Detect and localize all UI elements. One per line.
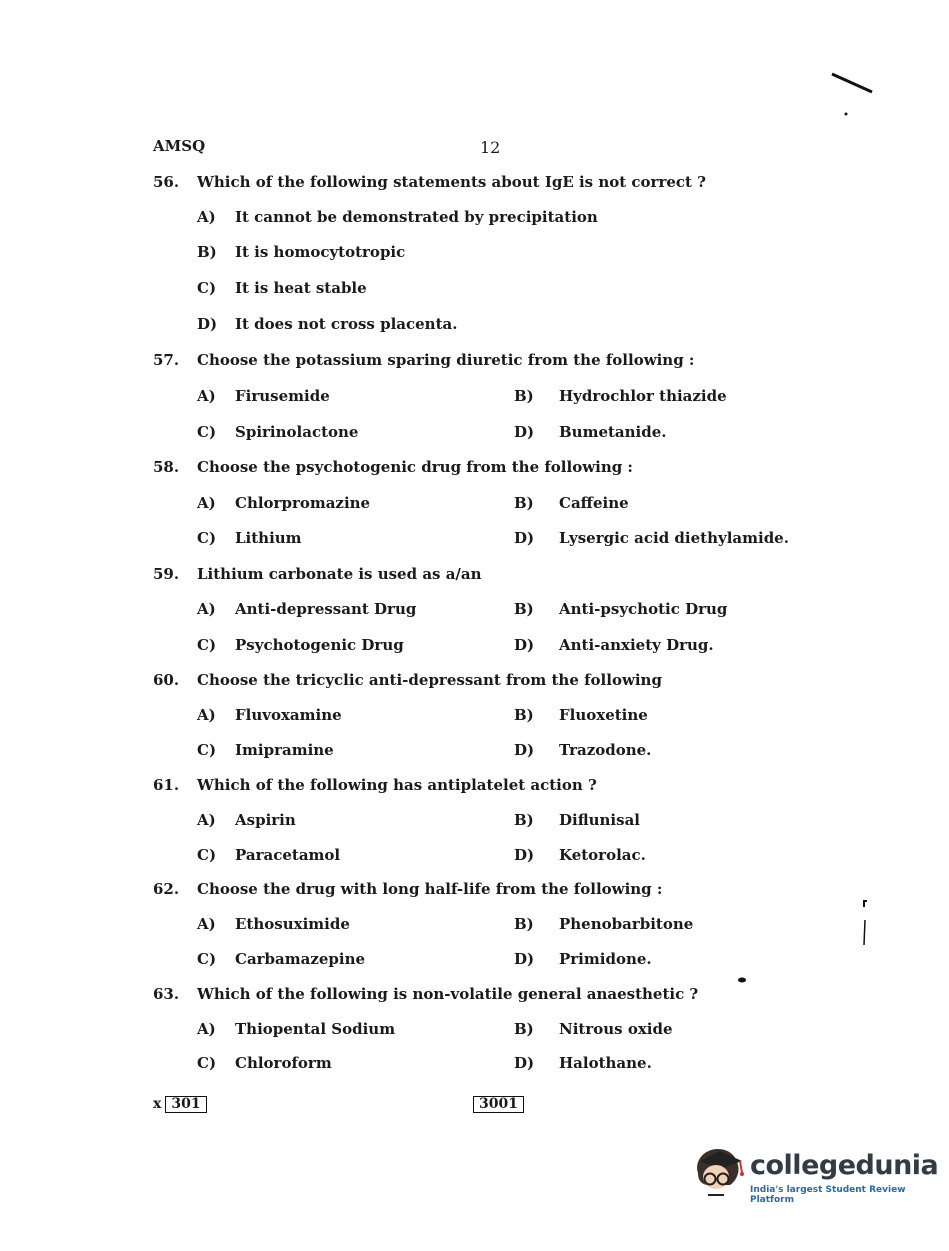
option-a: A) Fluvoxamine xyxy=(197,706,342,724)
logo-wordmark: collegedunia xyxy=(750,1150,939,1181)
option-a: A) Anti-depressant Drug xyxy=(197,600,417,618)
option-a: A) Ethosuximide xyxy=(197,915,350,933)
option-b: B) Nitrous oxide xyxy=(514,1020,673,1038)
question-number: 62. xyxy=(153,880,180,898)
question-text: Choose the drug with long half-life from the following : xyxy=(197,880,663,898)
question-number: 59. xyxy=(153,565,180,583)
scan-mark xyxy=(828,68,878,118)
option-c: C) Lithium xyxy=(197,529,302,547)
option-a: A) Aspirin xyxy=(197,811,296,829)
footer-left-code: x 301 xyxy=(153,1096,207,1113)
question-text: Which of the following has antiplatelet action ? xyxy=(197,776,597,794)
option-d: D) Halothane. xyxy=(514,1054,652,1072)
question-number: 58. xyxy=(153,458,180,476)
question-text: Which of the following is non-volatile general anaesthetic ? xyxy=(197,985,699,1003)
scan-mark xyxy=(736,974,748,986)
question-text: Choose the psychotogenic drug from the following : xyxy=(197,458,633,476)
option-b: B) Anti-psychotic Drug xyxy=(514,600,728,618)
option-d: D) Anti-anxiety Drug. xyxy=(514,636,714,654)
option-d: D) Lysergic acid diethylamide. xyxy=(514,529,789,547)
question-text: Lithium carbonate is used as a/an xyxy=(197,565,482,583)
option-c: C) Carbamazepine xyxy=(197,950,366,968)
option-d: D) It does not cross placenta. xyxy=(197,315,458,333)
question-text: Choose the potassium sparing diuretic from the following : xyxy=(197,351,695,369)
option-a: A) Thiopental Sodium xyxy=(197,1020,396,1038)
option-b: B) Phenobarbitone xyxy=(514,915,694,933)
option-b: B) It is homocytotropic xyxy=(197,243,406,261)
option-d: D) Primidone. xyxy=(514,950,652,968)
option-b: B) Caffeine xyxy=(514,494,629,512)
option-c: C) Spirinolactone xyxy=(197,423,359,441)
option-b: B) Diflunisal xyxy=(514,811,640,829)
question-number: 57. xyxy=(153,351,180,369)
question-number: 61. xyxy=(153,776,180,794)
option-c: C) Imipramine xyxy=(197,741,334,759)
question-number: 63. xyxy=(153,985,180,1003)
option-c: C) Psychotogenic Drug xyxy=(197,636,404,654)
option-c: C) Chloroform xyxy=(197,1054,332,1072)
option-a: A) Chlorpromazine xyxy=(197,494,371,512)
question-number: 60. xyxy=(153,671,180,689)
option-b: B) Fluoxetine xyxy=(514,706,648,724)
option-b: B) Hydrochlor thiazide xyxy=(514,387,727,405)
option-d: D) Trazodone. xyxy=(514,741,652,759)
question-text: Choose the tricyclic anti-depressant from the following xyxy=(197,671,662,689)
paper-code: AMSQ xyxy=(153,137,206,155)
logo-tagline: India's largest Student Review Platform xyxy=(750,1185,906,1205)
option-c: C) Paracetamol xyxy=(197,846,341,864)
option-a: A) Firusemide xyxy=(197,387,330,405)
option-d: D) Ketorolac. xyxy=(514,846,646,864)
option-a: A) It cannot be demonstrated by precipitation xyxy=(197,208,598,226)
question-text: Which of the following statements about IgE is not correct ? xyxy=(197,173,706,191)
option-d: D) Bumetanide. xyxy=(514,423,667,441)
footer-center-code: 3001 xyxy=(469,1096,524,1113)
option-c: C) It is heat stable xyxy=(197,279,367,297)
question-number: 56. xyxy=(153,173,180,191)
scan-mark xyxy=(855,895,875,955)
page-number: 12 xyxy=(480,138,501,157)
